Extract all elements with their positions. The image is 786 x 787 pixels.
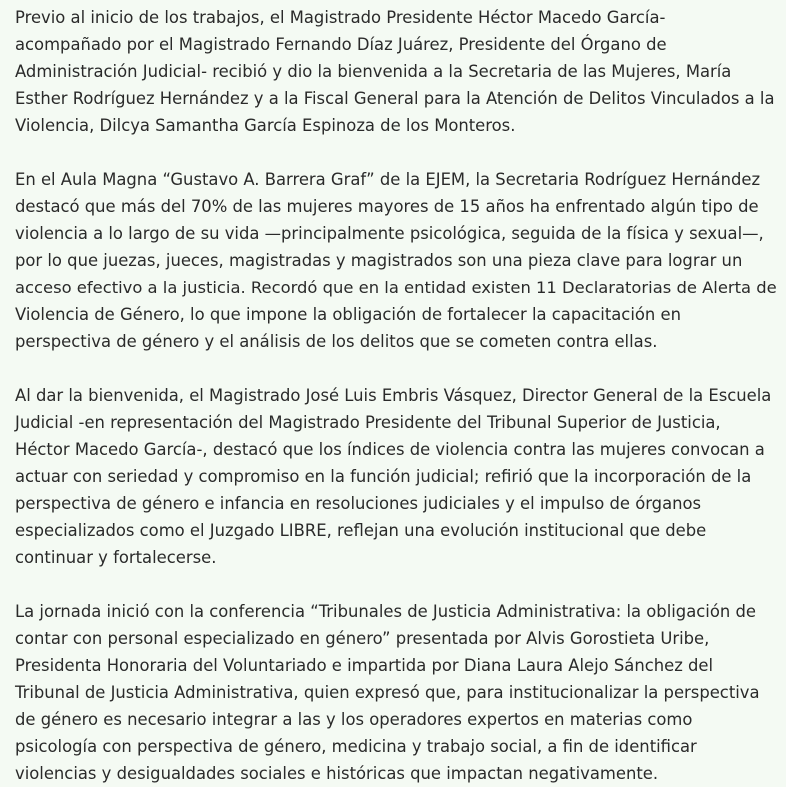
text-line: de género es necesario integrar a las y los operadores expertos en materias como (15, 710, 693, 729)
text-line: por lo que juezas, jueces, magistradas y magistrados son una pieza clave para lograr un (15, 251, 743, 270)
text-line: violencias y desigualdades sociales e históricas que impactan negativamente. (15, 764, 659, 783)
paragraph (15, 382, 775, 571)
text-line: contar con personal especializado en género” presentada por Alvis Gorostieta Uribe, (15, 629, 710, 648)
text-line: Previo al inicio de los trabajos, el Magistrado Presidente Héctor Macedo García- (15, 8, 666, 27)
text-line: Presidenta Honoraria del Voluntariado e impartida por Diana Laura Alejo Sánchez del (15, 656, 714, 675)
paragraph-spacer (15, 571, 775, 598)
text-line: actuar con seriedad y compromiso en la función judicial; refirió que la incorporación de la (15, 467, 752, 486)
text-line: Tribunal de Justicia Administrativa, quien expresó que, para institucionalizar la perspectiva (15, 683, 760, 702)
paragraph (15, 4, 775, 139)
paragraph (15, 166, 775, 355)
article-body (15, 4, 775, 787)
text-line: destacó que más del 70% de las mujeres mayores de 15 años ha enfrentado algún tipo de (15, 197, 759, 216)
text-line: perspectiva de género y el análisis de los delitos que se cometen contra ellas. (15, 332, 658, 351)
text-line: perspectiva de género e infancia en resoluciones judiciales y el impulso de órganos (15, 494, 702, 513)
text-line: Esther Rodríguez Hernández y a la Fiscal General para la Atención de Delitos Vinculados a la (15, 89, 775, 108)
paragraph (15, 598, 775, 787)
text-line: En el Aula Magna “Gustavo A. Barrera Graf” de la EJEM, la Secretaria Rodríguez Hernández (15, 170, 761, 189)
text-line: acceso efectivo a la justicia. Recordó que en la entidad existen 11 Declaratorias de Alerta de (15, 278, 777, 297)
paragraph-spacer (15, 139, 775, 166)
text-line: La jornada inició con la conferencia “Tribunales de Justicia Administrativa: la obligación de (15, 602, 756, 621)
text-line: Al dar la bienvenida, el Magistrado José Luis Embris Vásquez, Director General de la Escuela (15, 386, 772, 405)
paragraph-spacer (15, 355, 775, 382)
text-line: psicología con perspectiva de género, medicina y trabajo social, a fin de identificar (15, 737, 697, 756)
text-line: Violencia, Dilcya Samantha García Espinoza de los Monteros. (15, 116, 516, 135)
text-line: continuar y fortalecerse. (15, 548, 217, 567)
text-line: Administración Judicial- recibió y dio la bienvenida a la Secretaria de las Mujeres, María (15, 62, 732, 81)
text-line: acompañado por el Magistrado Fernando Díaz Juárez, Presidente del Órgano de (15, 35, 667, 54)
text-line: Judicial -en representación del Magistrado Presidente del Tribunal Superior de Justicia, (15, 413, 721, 432)
text-line: Violencia de Género, lo que impone la obligación de fortalecer la capacitación en (15, 305, 681, 324)
text-line: Héctor Macedo García-, destacó que los índices de violencia contra las mujeres convocan a (15, 440, 765, 459)
text-line: especializados como el Juzgado LIBRE, reflejan una evolución institucional que debe (15, 521, 707, 540)
text-line: violencia a lo largo de su vida —principalmente psicológica, seguida de la física y sexual—, (15, 224, 764, 243)
